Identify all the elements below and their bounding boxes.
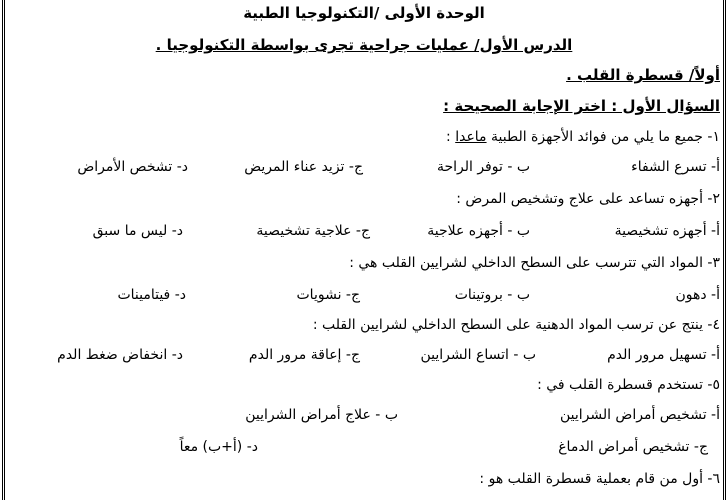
question-2-option-d[interactable]: د- ليس ما سبق: [92, 223, 183, 239]
question-5-option-c[interactable]: ج- تشخيص أمراض الدماغ: [558, 439, 708, 455]
question-2-option-b[interactable]: ب - أجهزه علاجية: [427, 223, 530, 239]
question-5-stem: ٥- تستخدم قسطرة القلب في :: [537, 377, 720, 393]
question-5-option-d[interactable]: د- (أ+ب) معاً: [179, 439, 258, 455]
question-1-option-c[interactable]: ج- تزيد عناء المريض: [244, 159, 363, 175]
question-2-stem: ٢- أجهزه تساعد على علاج وتشخيص المرض :: [456, 191, 720, 207]
question-3-stem: ٣- المواد التي تترسب على السطح الداخلي لشرايين القلب هي :: [349, 255, 720, 271]
question-4-option-d[interactable]: د- انخفاض ضغط الدم: [57, 347, 183, 363]
question-2-option-a[interactable]: أ- أجهزه تشخيصية: [614, 223, 720, 239]
question-4-option-b[interactable]: ب - اتساع الشرايين: [420, 347, 536, 363]
question-2-option-c[interactable]: ج- علاجية تشخيصية: [256, 223, 370, 239]
section-title: أولاً/ قسطرة القلب .: [566, 66, 720, 84]
question-heading: السؤال الأول : اختر الإجابة الصحيحة :: [443, 97, 720, 115]
question-1-option-b[interactable]: ب - توفر الراحة: [436, 159, 530, 175]
page-border-right: [723, 0, 726, 500]
question-3-option-a[interactable]: أ- دهون: [675, 287, 720, 303]
question-1-stem-end: :: [446, 129, 456, 145]
question-3-option-b[interactable]: ب - بروتينات: [454, 287, 530, 303]
question-5-option-b[interactable]: ب - علاج أمراض الشرايين: [245, 407, 398, 423]
unit-title: الوحدة الأولى /التكنولوجيا الطبية: [243, 4, 485, 22]
question-3-option-d[interactable]: د- فيتامينات: [117, 287, 186, 303]
page-border-left: [2, 0, 5, 500]
question-1-stem-emphasis: ماعدا: [455, 129, 487, 145]
question-6-stem: ٦- أول من قام بعملية قسطرة القلب هو :: [479, 471, 720, 487]
question-4-stem: ٤- ينتج عن ترسب المواد الدهنية على السطح الداخلي لشرايين القلب :: [312, 317, 720, 333]
question-1-stem-text: ١- جميع ما يلي من فوائد الأجهزة الطبية: [486, 129, 720, 145]
question-5-option-a[interactable]: أ- تشخيص أمراض الشرايين: [559, 407, 720, 423]
question-3-option-c[interactable]: ج- نشويات: [296, 287, 360, 303]
question-4-option-a[interactable]: أ- تسهيل مرور الدم: [607, 347, 720, 363]
question-1-option-a[interactable]: أ- تسرع الشفاء: [631, 159, 720, 175]
lesson-title: الدرس الأول/ عمليات جراحية تجرى بواسطة التكنولوجيا .: [155, 36, 573, 54]
question-4-option-c[interactable]: ج- إعاقة مرور الدم: [248, 347, 360, 363]
question-1-stem: [446, 128, 720, 146]
question-1-option-d[interactable]: د- تشخص الأمراض: [77, 159, 188, 175]
